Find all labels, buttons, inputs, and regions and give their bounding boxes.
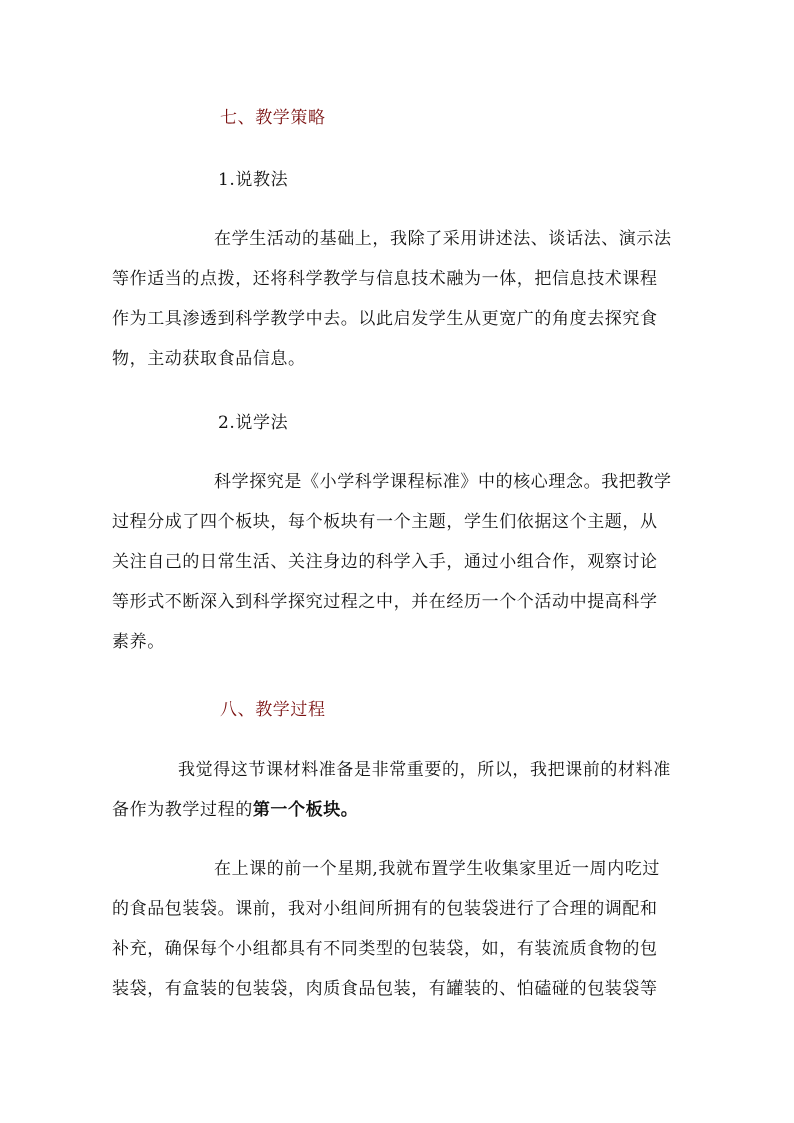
paragraph-line: 在上课的前一个星期,我就布置学生收集家里近一周内吃过	[214, 859, 661, 879]
paragraph-line: 我觉得这节课材料准备是非常重要的，所以，我把课前的材料准	[178, 760, 671, 780]
paragraph-line: 素养。	[112, 632, 165, 652]
paragraph-line	[112, 800, 684, 820]
paragraph-text: 备作为教学过程的	[112, 800, 253, 820]
section-heading-process: 八、教学过程	[220, 700, 326, 720]
paragraph-line: 科学探究是《小学科学课程标准》中的核心理念。我把教学	[214, 472, 672, 492]
paragraph-line: 物，主动获取食品信息。	[112, 349, 306, 369]
paragraph-line: 关注自己的日常生活、关注身边的科学入手，通过小组合作，观察讨论	[112, 552, 658, 572]
paragraph-line: 在学生活动的基础上，我除了采用讲述法、谈话法、演示法	[214, 229, 672, 249]
subheading-learning-method: 2.说学法	[218, 413, 289, 433]
paragraph-line: 的食品包装袋。课前，我对小组间所拥有的包装袋进行了合理的调配和	[112, 899, 658, 919]
bold-phrase: 第一个板块。	[252, 800, 359, 820]
subheading-teaching-method: 1.说教法	[218, 170, 289, 190]
paragraph-line: 作为工具渗透到科学教学中去。以此启发学生从更宽广的角度去探究食	[112, 309, 658, 329]
section-heading-strategy: 七、教学策略	[220, 108, 326, 128]
paragraph-line: 等作适当的点拨，还将科学教学与信息技术融为一体，把信息技术课程	[112, 269, 658, 289]
paragraph-line: 过程分成了四个板块，每个板块有一个主题，学生们依据这个主题，从	[112, 512, 658, 532]
paragraph-line: 补充，确保每个小组都具有不同类型的包装袋，如，有装流质食物的包	[112, 939, 658, 959]
paragraph-line: 装袋，有盒装的包装袋，肉质食品包装，有罐装的、怕磕碰的包装袋等	[112, 979, 658, 999]
paragraph-line: 等形式不断深入到科学探究过程之中，并在经历一个个活动中提高科学	[112, 592, 658, 612]
